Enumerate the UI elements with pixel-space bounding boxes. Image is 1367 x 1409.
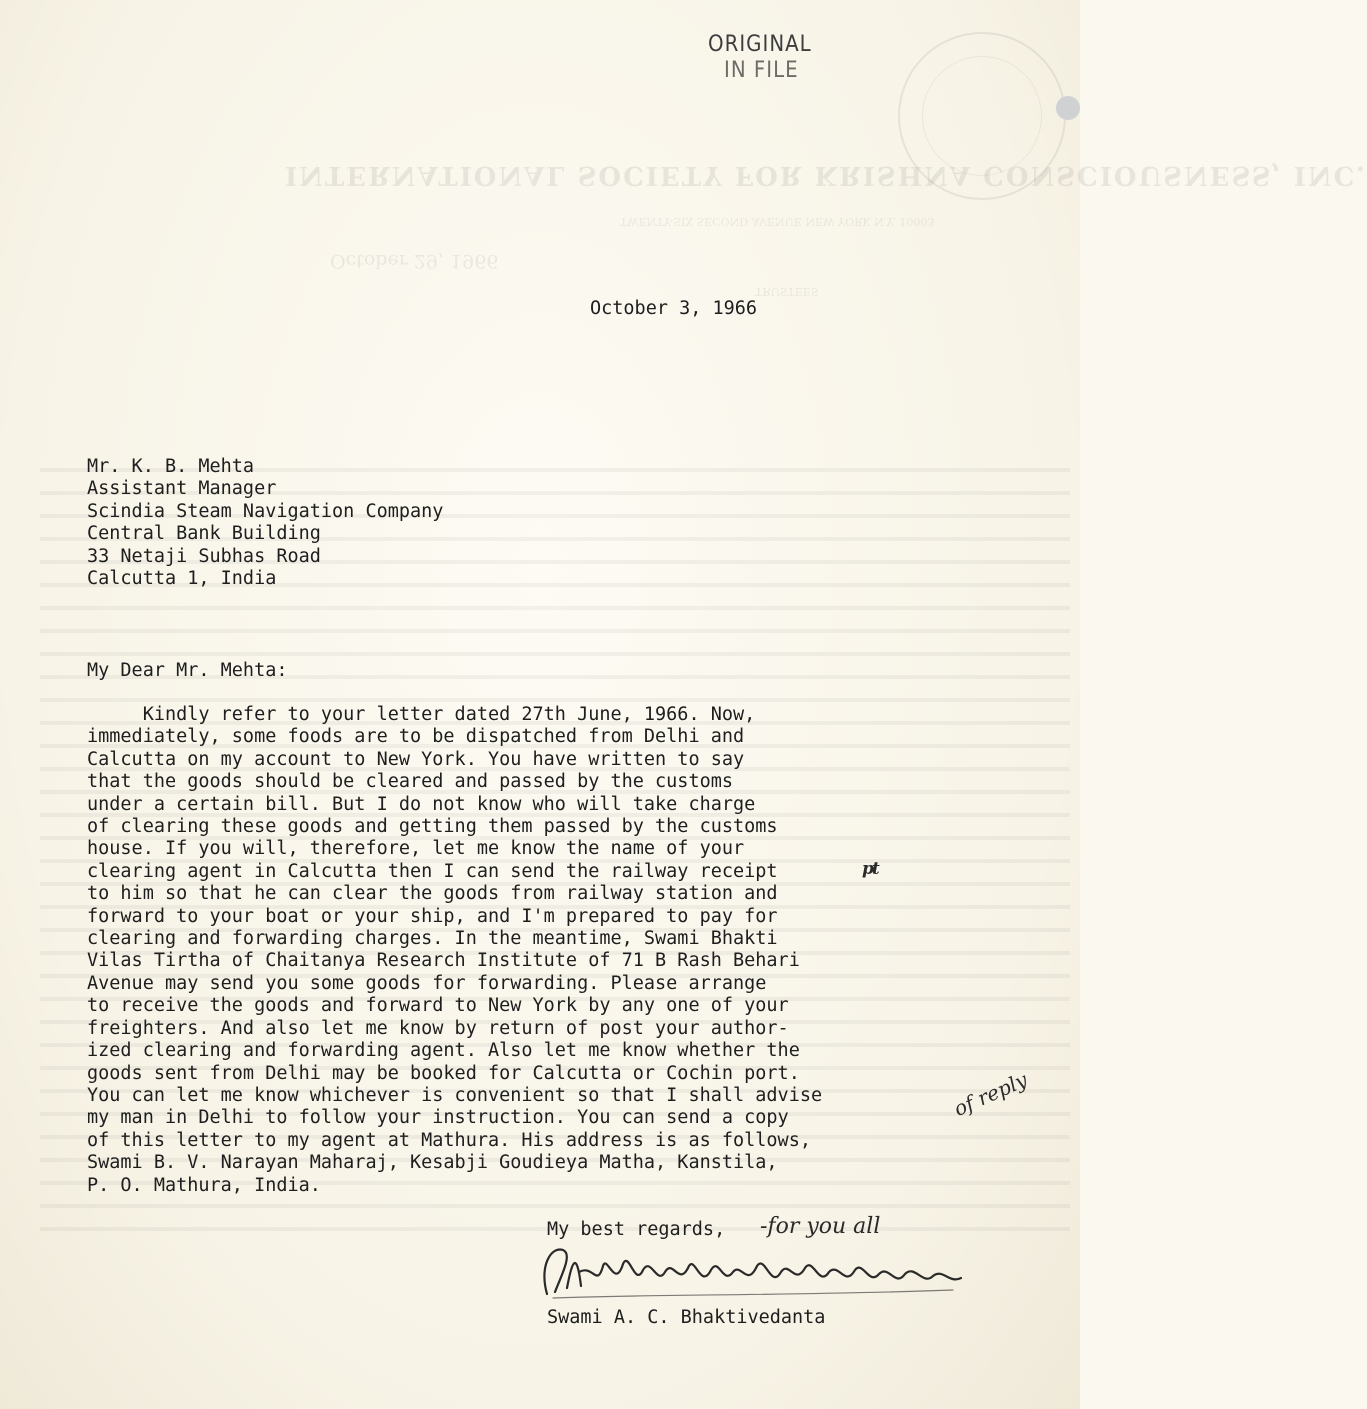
body-line: forward to your boat or your ship, and I'm prepared to pay for bbox=[87, 905, 778, 927]
punch-hole-mark bbox=[1056, 96, 1080, 120]
body-line: clearing agent in Calcutta then I can send the railway receipt bbox=[87, 860, 778, 882]
handwritten-signature bbox=[533, 1236, 983, 1308]
handwritten-correction: pt bbox=[862, 859, 878, 879]
signature-stroke bbox=[544, 1249, 961, 1294]
body-line: of this letter to my agent at Mathura. His address is as follows, bbox=[87, 1129, 811, 1151]
bleed-through-letterhead: INTERNATIONAL SOCIETY FOR KRISHNA CONSCIOUSNESS, INC. bbox=[285, 160, 1367, 190]
handwritten-for-you-all: -for you all bbox=[760, 1214, 881, 1239]
body-line: that the goods should be cleared and passed by the customs bbox=[87, 771, 734, 793]
handwritten-reply-note: of reply bbox=[950, 1067, 1031, 1121]
body-line: to him so that he can clear the goods from railway station and bbox=[87, 883, 778, 905]
body-line: Avenue may send you some goods for forwarding. Please arrange bbox=[87, 972, 767, 994]
bleed-through-date: October 29, 1966 bbox=[330, 250, 499, 272]
addressee-block bbox=[87, 456, 443, 590]
bleed-through-address: TWENTY-SIX SECOND AVENUE NEW YORK N.Y. 10003 bbox=[620, 215, 935, 228]
addressee-line: Scindia Steam Navigation Company bbox=[87, 500, 444, 522]
signature-underline bbox=[553, 1290, 953, 1298]
body-line: to receive the goods and forward to New York by any one of your bbox=[87, 995, 789, 1017]
addressee-line: Mr. K. B. Mehta bbox=[87, 456, 255, 477]
body-line: under a certain bill. But I do not know who will take charge bbox=[87, 793, 756, 815]
body-line: of clearing these goods and getting them passed by the customs bbox=[87, 816, 778, 838]
body-line: P. O. Mathura, India. bbox=[87, 1174, 321, 1196]
body-line: You can let me know whichever is convenient so that I shall advise bbox=[87, 1084, 823, 1106]
letter-body bbox=[87, 704, 822, 1197]
body-line: freighters. And also let me know by return of post your author- bbox=[87, 1017, 789, 1039]
body-line: house. If you will, therefore, let me know the name of your bbox=[87, 838, 745, 860]
stamp-line-1: ORIGINAL bbox=[708, 32, 812, 57]
body-line: Swami B. V. Narayan Maharaj, Kesabji Goudieya Matha, Kanstila, bbox=[87, 1152, 778, 1174]
original-in-file-stamp bbox=[708, 32, 812, 84]
stamp-line-2: IN FILE bbox=[724, 58, 799, 83]
salutation: My Dear Mr. Mehta: bbox=[87, 660, 288, 681]
closing-regards: My best regards, bbox=[547, 1219, 726, 1240]
addressee-line: Calcutta 1, India bbox=[87, 568, 277, 590]
body-line: Vilas Tirtha of Chaitanya Research Institute of 71 B Rash Behari bbox=[87, 950, 800, 972]
body-line: immediately, some foods are to be dispatched from Delhi and bbox=[87, 726, 745, 748]
addressee-line: Central Bank Building bbox=[87, 523, 321, 545]
addressee-line: 33 Netaji Subhas Road bbox=[87, 545, 321, 567]
letter-date: October 3, 1966 bbox=[590, 298, 758, 319]
body-line: clearing and forwarding charges. In the meantime, Swami Bhakti bbox=[87, 928, 778, 950]
body-line: goods sent from Delhi may be booked for Calcutta or Cochin port. bbox=[87, 1062, 800, 1084]
addressee-line: Assistant Manager bbox=[87, 478, 277, 500]
body-line: Kindly refer to your letter dated 27th June, 1966. Now, bbox=[87, 704, 756, 725]
body-line: ized clearing and forwarding agent. Also let me know whether the bbox=[87, 1040, 800, 1062]
bleed-through-trustees: TRUSTEES bbox=[755, 285, 819, 298]
body-line: Calcutta on my account to New York. You have written to say bbox=[87, 748, 745, 770]
body-line: my man in Delhi to follow your instruction. You can send a copy bbox=[87, 1107, 789, 1129]
signer-name: Swami A. C. Bhaktivedanta bbox=[547, 1307, 826, 1328]
